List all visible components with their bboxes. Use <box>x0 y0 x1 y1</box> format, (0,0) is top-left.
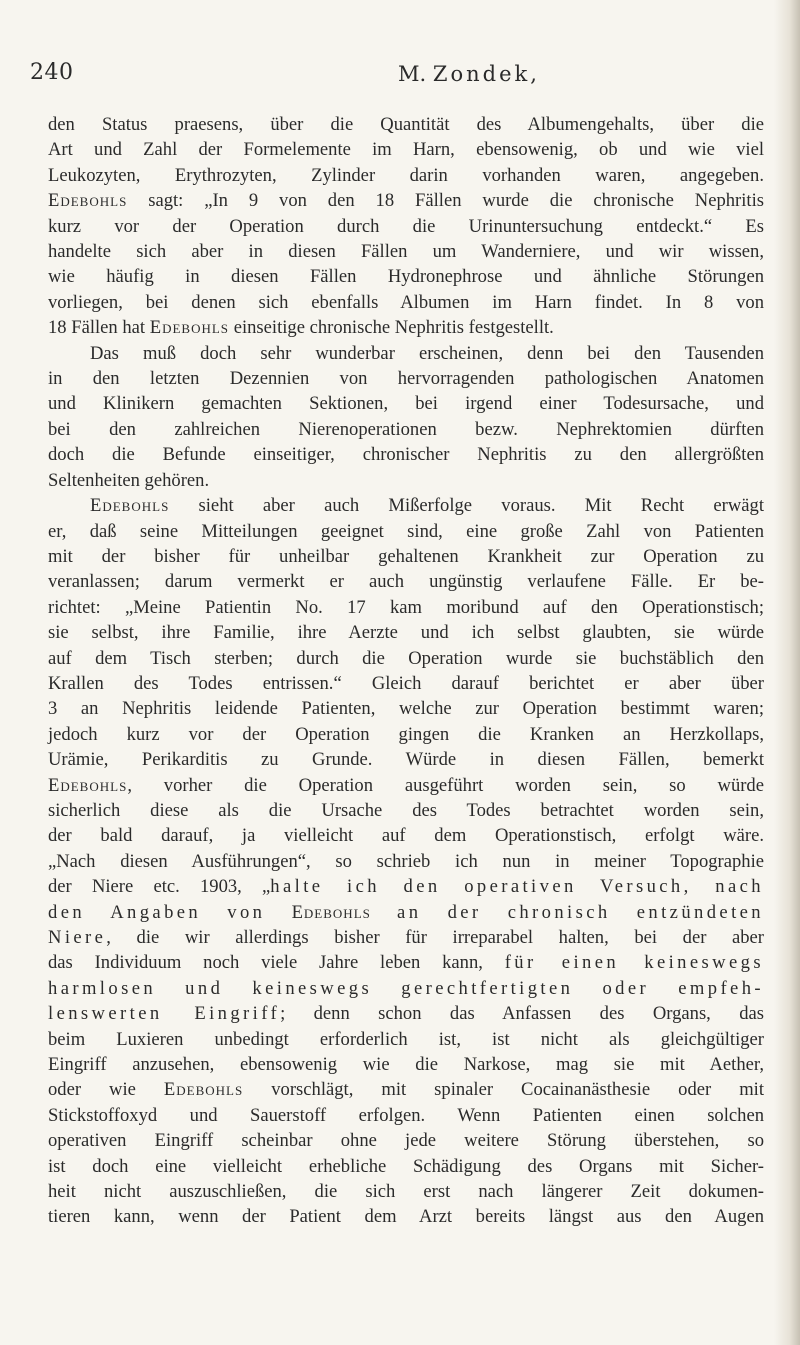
spaced-emphasis: harmlosen und keineswegs gerechtfertigten oder empfeh- <box>48 977 764 999</box>
author-punct: , <box>530 62 537 86</box>
text-line <box>48 1077 764 1102</box>
spaced-emphasis: für einen keineswegs <box>504 952 764 974</box>
text-line <box>48 239 764 264</box>
text-line <box>48 1179 764 1204</box>
text-line <box>48 823 764 848</box>
text-run: heit nicht auszuschließen, die sich erst nach längerer Zeit dokumen- <box>48 1181 764 1203</box>
text-line <box>48 569 764 594</box>
spaced-emphasis: halte ich den operativen Versuch, nach <box>270 876 764 898</box>
text-run: Art und Zahl der Formelemente im Harn, ebensowenig, ob und wie viel <box>48 139 764 161</box>
text-line <box>48 137 764 162</box>
text-run: in den letzten Dezennien von hervorragenden pathologischen Anatomen <box>48 368 764 390</box>
text-line <box>48 671 764 696</box>
text-line <box>48 519 764 544</box>
text-run: Krallen des Todes entrissen.“ Gleich darauf berichtet er aber über <box>48 672 764 694</box>
text-line <box>48 1052 764 1077</box>
text-line <box>48 163 764 188</box>
author-name-smallcaps: Edebohls <box>48 190 128 212</box>
text-run: 3 an Nephritis leidende Patienten, welche zur Operation bestimmt waren; <box>48 698 764 720</box>
text-line <box>48 595 764 620</box>
text-run: auf dem Tisch sterben; durch die Operation wurde sie buchstäblich den <box>48 647 764 669</box>
text-line <box>48 544 764 569</box>
text-run: mit der bisher für unheilbar gehaltenen Krankheit zur Operation zu <box>48 545 764 567</box>
text-line <box>48 1103 764 1128</box>
text-run: jedoch kurz vor der Operation gingen die Kranken an Herzkollaps, <box>48 723 764 745</box>
text-line <box>48 341 764 366</box>
text-line <box>48 493 764 518</box>
text-run: Leukozyten, Erythrozyten, Zylinder darin vorhanden waren, angegeben. <box>48 164 764 186</box>
text-run: einseitige chronische Nephritis festgestellt. <box>229 317 554 339</box>
text-run: tieren kann, wenn der Patient dem Arzt bereits längst aus den Augen <box>48 1206 764 1228</box>
text-run: 18 Fällen hat <box>48 317 150 339</box>
text-line <box>48 264 764 289</box>
text-run: vorliegen, bei denen sich ebenfalls Albumen im Harn findet. In 8 von <box>48 291 764 313</box>
text-run: bei den zahlreichen Nierenoperationen bezw. Nephrektomien dürften <box>48 418 764 440</box>
text-run: Urämie, Perikarditis zu Grunde. Würde in diesen Fällen, bemerkt <box>48 749 764 771</box>
text-line <box>48 290 764 315</box>
text-line <box>48 696 764 721</box>
text-run: Das muß doch sehr wunderbar erscheinen, denn bei den Tausenden <box>90 342 764 364</box>
text-line <box>48 620 764 645</box>
author-name-smallcaps: Edebohls <box>163 1079 244 1101</box>
text-run: wie häufig in diesen Fällen Hydronephrose und ähnliche Störungen <box>48 266 764 288</box>
text-run: handelte sich aber in diesen Fällen um Wanderniere, und wir wissen, <box>48 241 764 263</box>
page-edge-shadow <box>774 0 800 1345</box>
body-text <box>48 112 764 1230</box>
text-line <box>48 874 764 899</box>
text-line <box>48 1128 764 1153</box>
text-line <box>48 773 764 798</box>
text-line <box>48 1154 764 1179</box>
text-line <box>48 214 764 239</box>
text-run: operativen Eingriff scheinbar ohne jede weitere Störung überstehen, so <box>48 1130 764 1152</box>
author-name-smallcaps: Edebohls <box>48 774 128 796</box>
author-initial: M. <box>398 62 427 86</box>
text-line <box>48 112 764 137</box>
text-line <box>48 468 764 493</box>
text-run: sieht aber auch Mißerfolge voraus. Mit Recht erwägt <box>169 495 764 517</box>
text-run: Eingriff anzusehen, ebensowenig wie die Narkose, mag sie mit Aether, <box>48 1054 764 1076</box>
text-run: richtet: „Meine Patientin No. 17 kam moribund auf den Operationstisch; <box>48 596 764 618</box>
text-line <box>48 1204 764 1229</box>
text-line <box>48 976 764 1001</box>
text-run: kurz vor der Operation durch die Urinuntersuchung entdeckt.“ Es <box>48 215 764 237</box>
spaced-emphasis: Niere <box>48 927 107 948</box>
text-line <box>48 925 764 950</box>
text-line <box>48 188 764 213</box>
text-line <box>48 747 764 772</box>
spaced-emphasis: den Angaben von <box>48 901 292 923</box>
text-run: sagt: „In 9 von den 18 Fällen wurde die chronische Nephritis <box>127 190 764 212</box>
text-line <box>48 391 764 416</box>
text-run: Stickstoffoxyd und Sauerstoff erfolgen. Wenn Patienten einen solchen <box>48 1104 764 1126</box>
running-head-author <box>398 62 537 86</box>
text-line <box>48 950 764 975</box>
text-run: oder wie <box>48 1079 164 1101</box>
text-run: ; denn schon das Anfassen des Organs, das <box>280 1003 765 1025</box>
text-run: „Nach diesen Ausführungen“, so schrieb ich nun in meiner Topographie <box>48 850 764 872</box>
text-run: sicherlich diese als die Ursache des Todes betrachtet worden sein, <box>48 799 764 821</box>
text-run: veranlassen; darum vermerkt er auch ungünstig verlaufene Fälle. Er be- <box>48 571 764 593</box>
text-line <box>48 1027 764 1052</box>
text-line <box>48 646 764 671</box>
text-line <box>48 315 764 340</box>
text-run: , vorher die Operation ausgeführt worden sein, so würde <box>127 774 764 796</box>
page-number: 240 <box>30 60 74 85</box>
text-run: er, daß seine Mitteilungen geeignet sind, eine große Zahl von Patienten <box>48 520 764 542</box>
text-run: , die wir allerdings bisher für irreparabel halten, bei der aber <box>106 927 764 948</box>
text-line <box>48 849 764 874</box>
text-run: den Status praesens, über die Quantität des Albumengehalts, über die <box>48 114 764 135</box>
text-run: der Niere etc. 1903, „ <box>48 876 271 898</box>
author-name-smallcaps: Edebohls <box>90 495 170 517</box>
text-line <box>48 722 764 747</box>
text-line <box>48 798 764 823</box>
spaced-emphasis: lenswerten Eingriff <box>48 1003 281 1025</box>
text-run: doch die Befunde einseitiger, chronischer Nephritis zu den allergrößten <box>48 444 764 466</box>
author-name-smallcaps: Edebohls <box>291 901 371 923</box>
text-run: ist doch eine vielleicht erhebliche Schädigung des Organs mit Sicher- <box>48 1155 764 1177</box>
text-run: vorschlägt, mit spinaler Cocainanästhesie oder mit <box>243 1079 764 1101</box>
text-run: das Individuum noch viele Jahre leben kann, <box>48 952 505 974</box>
author-name-smallcaps: Edebohls <box>149 317 230 339</box>
running-header <box>0 60 800 100</box>
text-run: der bald darauf, ja vielleicht auf dem Operationstisch, erfolgt wäre. <box>48 825 764 847</box>
text-line <box>48 442 764 467</box>
text-line <box>48 417 764 442</box>
text-line <box>48 366 764 391</box>
spaced-emphasis: an der chronisch entzündeten <box>370 901 764 923</box>
text-run: beim Luxieren unbedingt erforderlich ist, ist nicht als gleichgültiger <box>48 1028 764 1050</box>
text-line <box>48 1001 764 1026</box>
author-surname: Zondek <box>432 62 531 86</box>
text-line <box>48 900 764 925</box>
text-run: und Klinikern gemachten Sektionen, bei irgend einer Todesursache, und <box>48 393 764 415</box>
text-run: sie selbst, ihre Familie, ihre Aerzte und ich selbst glaubten, sie würde <box>48 622 764 644</box>
text-run: Seltenheiten gehören. <box>48 469 210 491</box>
